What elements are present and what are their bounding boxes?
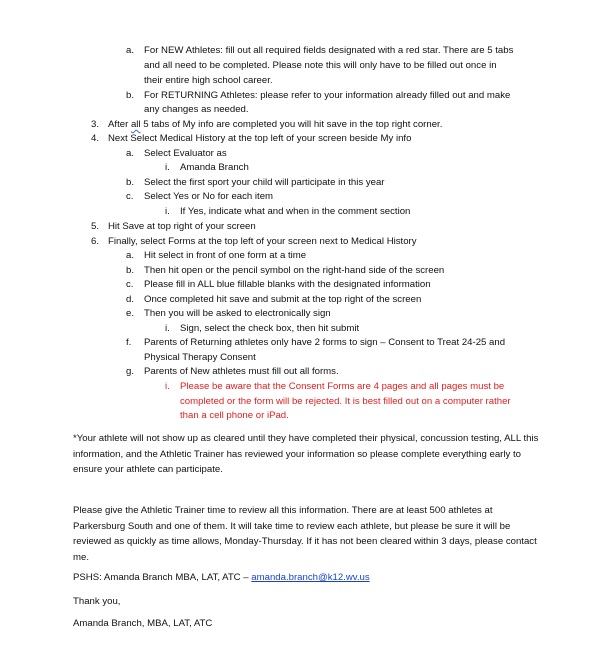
list-marker: c. — [126, 279, 134, 290]
step-6b-text: Then hit open or the pencil symbol on the right-hand side of the screen — [144, 265, 445, 276]
new-athletes-line-3: their entire high school career. — [144, 75, 273, 86]
list-marker: a. — [126, 250, 135, 261]
evaluator-name: Amanda Branch — [180, 162, 249, 173]
list-marker: f. — [126, 337, 132, 348]
step-5-text: Hit Save at top right of your screen — [108, 221, 256, 232]
signature-line: Amanda Branch, MBA, LAT, ATC — [73, 618, 213, 629]
list-marker: i. — [165, 162, 170, 173]
step-4b-text: Select the first sport your child will participate in this year — [144, 177, 385, 188]
list-marker: a. — [126, 148, 135, 159]
new-athletes-line-1: For NEW Athletes: fill out all required fields designated with a red star. There are 5 tabs — [144, 45, 514, 56]
returning-athletes-line-2: any changes as needed. — [144, 104, 249, 115]
step-3-text: After all 5 tabs of My info are completed you will hit save in the top right corner. — [108, 119, 443, 130]
step-4a-text: Select Evaluator as — [144, 148, 227, 159]
step-6f-line-2: Physical Therapy Consent — [144, 352, 256, 363]
review-paragraph: Please give the Athletic Trainer time to review all this information. There are at least 500 athletes at Parkersburg South and one of them. It will take time to review each athlete, but please be sure it will be reviewed as quickly as time allows, Monday-Thursday. If it has not been cleared within 3 days, please contact me. — [73, 505, 537, 563]
consent-warning-line-1: Please be aware that the Consent Forms are 4 pages and all pages must be — [180, 381, 505, 392]
list-marker: b. — [126, 177, 135, 188]
list-marker: b. — [126, 90, 135, 101]
contact-line: PSHS: Amanda Branch MBA, LAT, ATC – amanda.branch@k12.wv.us — [73, 572, 370, 583]
list-marker: i. — [165, 323, 170, 334]
list-marker: c. — [126, 191, 134, 202]
list-marker: i. — [165, 381, 170, 392]
step-6-text: Finally, select Forms at the top left of your screen next to Medical History — [108, 236, 417, 247]
step-6g-text: Parents of New athletes must fill out all forms. — [144, 366, 339, 377]
consent-warning-line-2: completed or the form will be rejected. It is best filled out on a computer rather — [180, 396, 511, 407]
list-marker: e. — [126, 308, 135, 319]
step-6d-text: Once completed hit save and submit at the top right of the screen — [144, 294, 422, 305]
list-marker: 4. — [91, 133, 100, 144]
step-6a-text: Hit select in front of one form at a time — [144, 250, 307, 261]
list-marker: g. — [126, 366, 135, 377]
step-4c-text: Select Yes or No for each item — [144, 191, 274, 202]
step-6f-line-1: Parents of Returning athletes only have 2 forms to sign – Consent to Treat 24-25 and — [144, 337, 506, 348]
list-marker: 5. — [91, 221, 100, 232]
step-4c-i-text: If Yes, indicate what and when in the comment section — [180, 206, 411, 217]
returning-athletes-line-1: For RETURNING Athletes: please refer to your information already filled out and make — [144, 90, 511, 101]
email-link[interactable]: amanda.branch@k12.wv.us — [251, 572, 370, 583]
step-6e-text: Then you will be asked to electronically sign — [144, 308, 331, 319]
list-marker: i. — [165, 206, 170, 217]
spellcheck-word: all — [130, 119, 141, 130]
thanks-line: Thank you, — [73, 596, 121, 607]
step-6e-i-text: Sign, select the check box, then hit submit — [180, 323, 360, 334]
new-athletes-line-2: and all need to be completed. Please note this will only have to be filled out once in — [144, 60, 497, 71]
list-marker: b. — [126, 265, 135, 276]
list-marker: 6. — [91, 236, 100, 247]
list-marker: d. — [126, 294, 135, 305]
list-marker: 3. — [91, 119, 100, 130]
list-marker: a. — [126, 45, 135, 56]
clearance-note: *Your athlete will not show up as cleared until they have completed their physical, concussion testing, ALL this information, and the Athletic Trainer has reviewed your information so please complete everything early to ensure your athlete can participate. — [73, 433, 539, 475]
consent-warning-line-3: than a cell phone or iPad. — [180, 410, 289, 421]
step-4-text: Next Select Medical History at the top left of your screen beside My info — [108, 133, 412, 144]
step-6c-text: Please fill in ALL blue fillable blanks with the designated information — [144, 279, 431, 290]
